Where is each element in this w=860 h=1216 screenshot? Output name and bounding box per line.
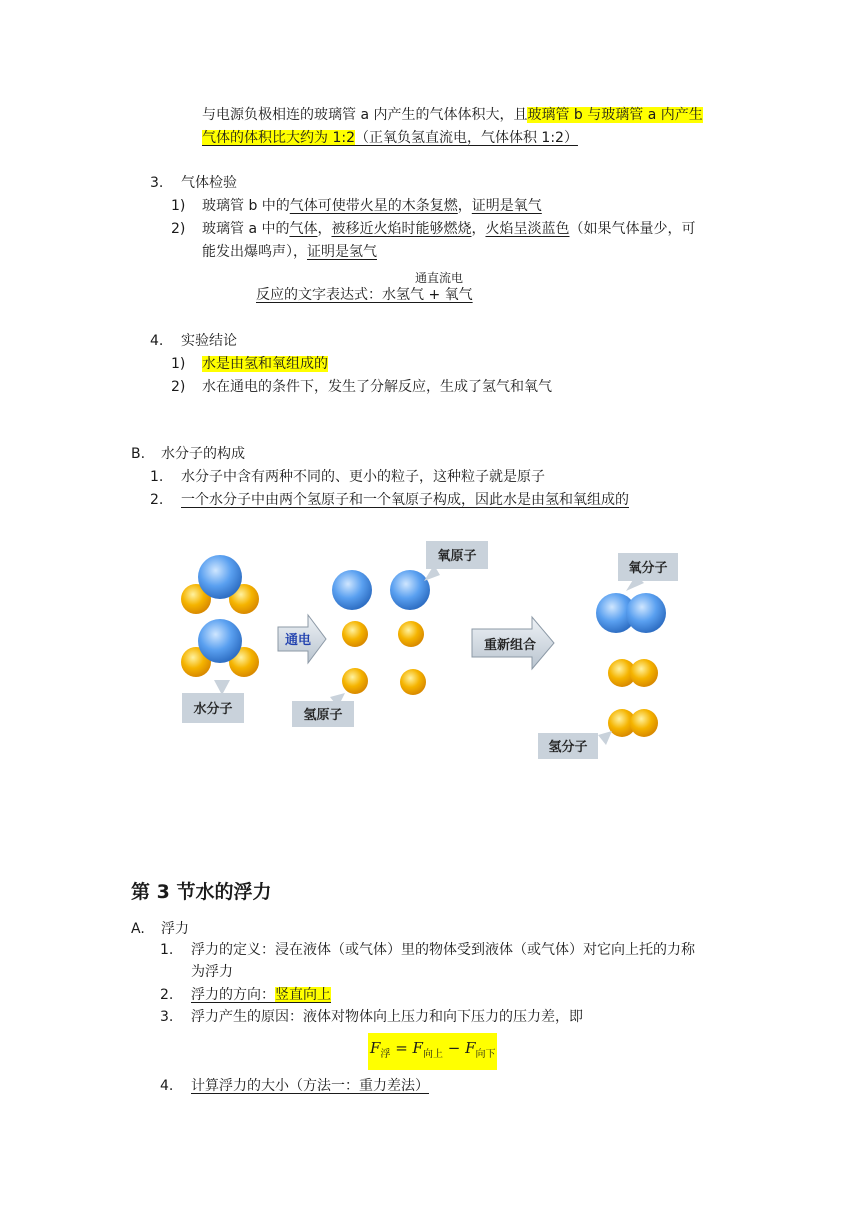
section-heading: 第 3 节水的浮力	[131, 881, 272, 903]
list-number: 3.	[150, 175, 164, 191]
list-number: 1)	[171, 356, 186, 372]
svg-text:通电: 通电	[284, 633, 312, 648]
hydrogen-molecule-label	[538, 731, 612, 759]
water-molecule-2	[181, 619, 259, 677]
list-number: 1.	[150, 469, 164, 485]
underlined-text: 证明是氧气	[471, 198, 542, 214]
svg-text:氢原子: 氢原子	[303, 708, 343, 723]
list-number: 4.	[160, 1078, 174, 1094]
oxygen-atoms	[332, 570, 430, 610]
buoyancy-formula	[368, 1033, 497, 1070]
oxygen-atom-label	[424, 541, 488, 581]
formula-subscript: 向下	[475, 1049, 496, 1060]
oxygen-molecule	[596, 593, 666, 633]
formula-symbol: F	[370, 1039, 381, 1057]
section-title: 浮力	[161, 921, 189, 937]
underlined-text: （正氧负氢直流电，气体体积 1:2）	[354, 130, 578, 146]
list-item: 浮力产生的原因：液体对物体向上压力和向下压力的压力差，即	[191, 1009, 583, 1025]
list-item: 一个水分子中由两个氢原子和一个氧原子构成，因此水是由氢和氧组成的	[181, 492, 629, 508]
electrolysis-arrow	[278, 615, 326, 663]
svg-text:氧分子: 氧分子	[628, 561, 668, 576]
list-item	[202, 218, 695, 240]
hydrogen-molecule-2	[608, 709, 658, 737]
underlined-text: 火焰呈淡蓝色	[485, 221, 570, 237]
formula-operator: =	[390, 1039, 413, 1057]
text: ，	[317, 221, 332, 237]
formula-subscript: 浮	[380, 1049, 391, 1060]
underlined-text: 证明是氢气	[307, 244, 377, 260]
formula-symbol: F	[412, 1039, 423, 1057]
text: （如果气体量少，可	[569, 221, 696, 237]
text: ，	[457, 198, 472, 214]
list-item-continued	[202, 241, 377, 263]
list-item	[202, 195, 542, 217]
list-item	[191, 984, 331, 1006]
section-title: 水分子的构成	[161, 446, 245, 462]
list-item-title: 气体检验	[181, 175, 237, 191]
highlighted-text: 玻璃管 b 与玻璃管 a 内产生	[527, 107, 703, 123]
list-item-title: 实验结论	[181, 333, 237, 349]
underlined-text: 气体可使带火星的木条复燃	[289, 198, 458, 214]
reaction-equation: 反应的文字表达式：水氢气 + 氧气	[256, 287, 473, 303]
svg-text:水分子: 水分子	[193, 702, 233, 717]
list-item: 水分子中含有两种不同的、更小的粒子，这种粒子就是原子	[181, 469, 545, 485]
list-number: 2)	[171, 221, 186, 237]
list-number: 2.	[150, 492, 164, 508]
paragraph-line	[202, 104, 703, 126]
list-item	[202, 353, 328, 375]
highlighted-text: 气体的体积比大约为 1:2	[202, 130, 355, 146]
recombine-arrow	[472, 617, 554, 669]
text: 玻璃管 b 中的	[202, 198, 290, 214]
svg-text:氧原子: 氧原子	[437, 549, 477, 564]
underlined-text: 被移近火焰时能够燃烧	[331, 221, 472, 237]
text: 玻璃管 a 中的	[202, 221, 290, 237]
reaction-condition: 通直流电	[415, 271, 464, 285]
oxygen-molecule-label	[618, 553, 678, 591]
list-item: 水在通电的条件下，发生了分解反应，生成了氢气和氧气	[202, 379, 552, 395]
list-item: 计算浮力的大小（方法一：重力差法）	[191, 1078, 429, 1094]
formula-symbol: F	[465, 1039, 476, 1057]
hydrogen-molecule-1	[608, 659, 658, 687]
list-item: 浮力的定义：浸在液体（或气体）里的物体受到液体（或气体）对它向上托的力称	[191, 942, 695, 958]
svg-text:氢分子: 氢分子	[548, 740, 588, 755]
water-molecule-1	[181, 555, 259, 614]
formula-operator: −	[442, 1039, 466, 1057]
text: ，	[471, 221, 486, 237]
text: 与电源负极相连的玻璃管 a 内产生的气体体积大，且	[202, 107, 528, 123]
underlined-text: 气体	[289, 221, 318, 237]
section-letter: B.	[131, 446, 146, 462]
list-number: 2.	[160, 987, 174, 1003]
list-number: 1)	[171, 198, 186, 214]
highlighted-text: 竖直向上	[275, 987, 331, 1003]
list-number: 2)	[171, 379, 186, 395]
hydrogen-atoms	[342, 621, 426, 695]
list-number: 3.	[160, 1009, 174, 1025]
list-number: 1.	[160, 942, 174, 958]
paragraph-line	[202, 127, 578, 149]
list-item-continued: 为浮力	[191, 964, 233, 980]
list-number: 4.	[150, 333, 164, 349]
water-molecule-label	[182, 680, 244, 723]
text: 能发出爆鸣声），	[202, 244, 307, 260]
section-letter: A.	[131, 921, 145, 937]
highlighted-text: 水是由氢和氧组成的	[202, 356, 328, 372]
svg-text:重新组合: 重新组合	[483, 638, 537, 653]
formula-subscript: 向上	[422, 1049, 443, 1060]
hydrogen-atom-label	[292, 693, 354, 727]
underlined-text: 浮力的方向：	[191, 987, 275, 1003]
electrolysis-figure	[170, 535, 690, 770]
